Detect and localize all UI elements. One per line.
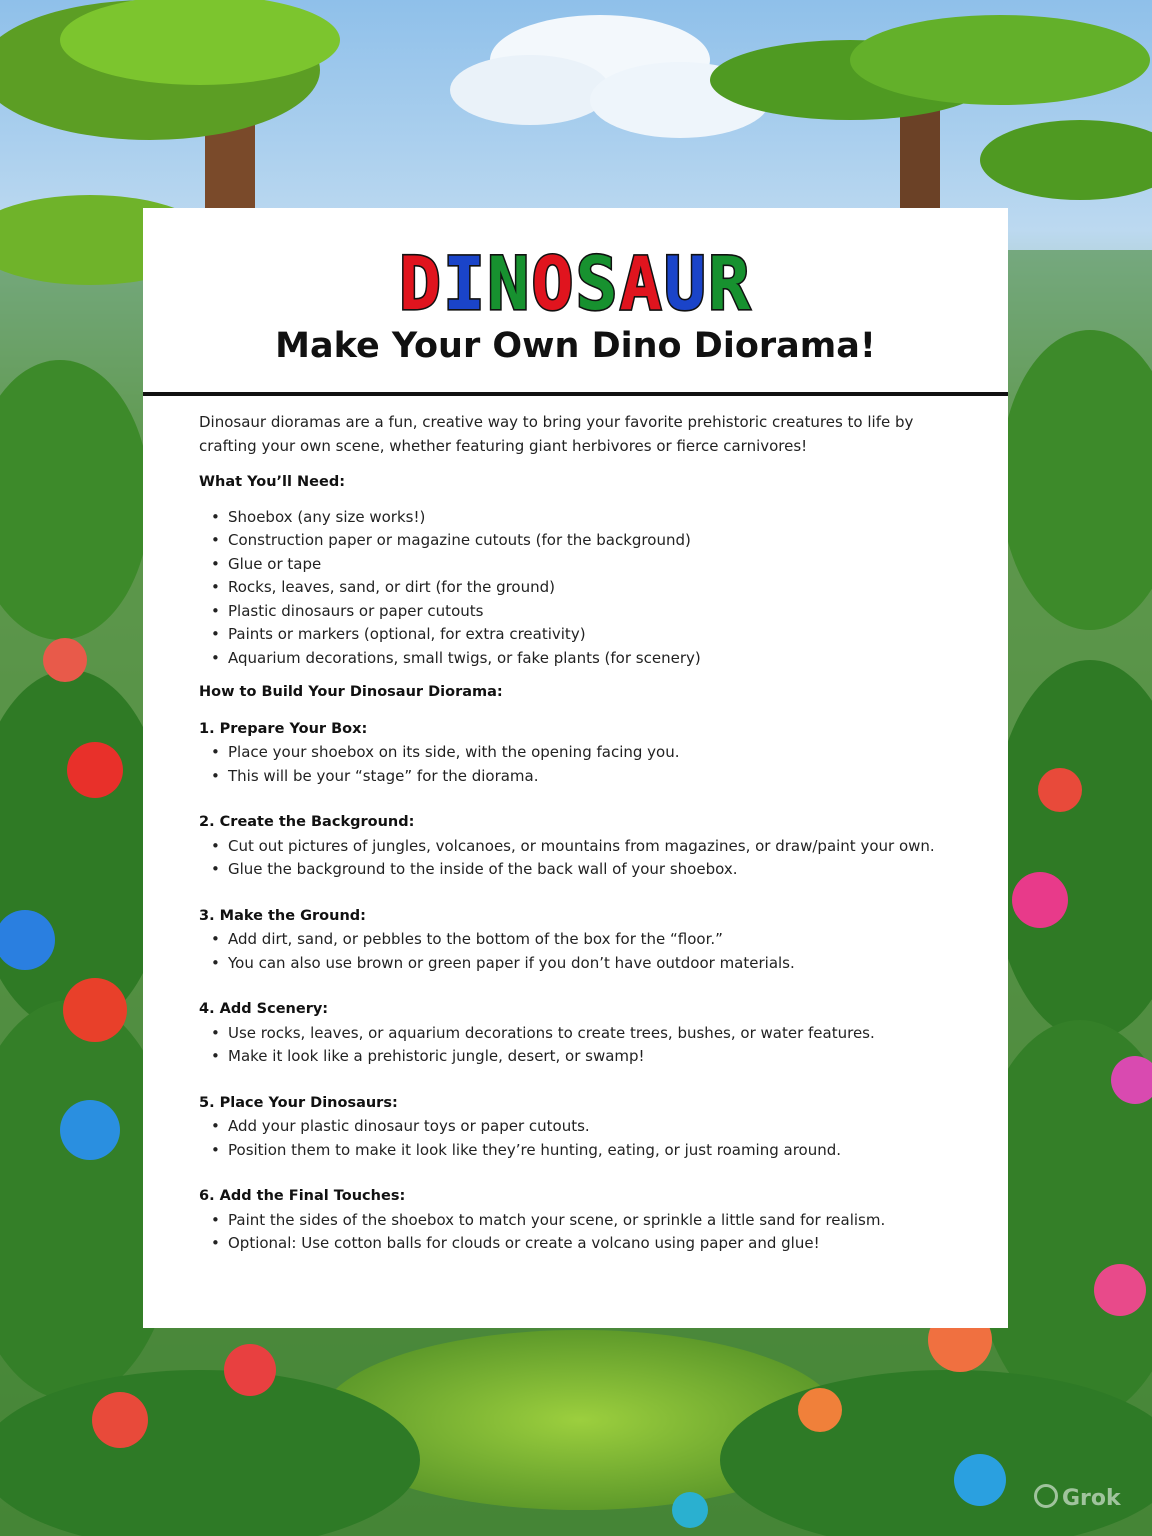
list-item: • Cut out pictures of jungles, volcanoes, or mountains from magazines, or draw/paint your own. — [228, 835, 959, 859]
step-title: 4. Add Scenery: — [199, 1001, 329, 1017]
logo-letter: A — [619, 240, 664, 328]
step-5 — [199, 1092, 959, 1163]
list-item: • Paint the sides of the shoebox to match your scene, or sprinkle a little sand for realism. — [228, 1209, 959, 1233]
list-item: • Position them to make it look like they’re hunting, eating, or just roaming around. — [228, 1139, 959, 1163]
logo-letter: R — [707, 240, 753, 328]
step-4 — [199, 998, 959, 1069]
list-item: • Add dirt, sand, or pebbles to the bottom of the box for the “floor.” — [228, 928, 959, 952]
list-item: • Place your shoebox on its side, with the opening facing you. — [228, 741, 959, 765]
step-3 — [199, 905, 959, 976]
header-divider — [143, 392, 1008, 396]
list-item: • Paints or markers (optional, for extra creativity) — [228, 623, 959, 647]
step-title: 1. Prepare Your Box: — [199, 720, 368, 737]
step-6 — [199, 1185, 959, 1256]
step-list — [199, 1115, 959, 1162]
step-list — [199, 1209, 959, 1256]
step-title: 5. Place Your Dinosaurs: — [199, 1094, 398, 1111]
page-title: Make Your Own Dino Diorama! — [275, 326, 876, 366]
step-title: 6. Add the Final Touches: — [199, 1188, 406, 1204]
logo-letter: N — [487, 240, 532, 328]
logo-letter: S — [575, 240, 620, 328]
step-1 — [199, 718, 959, 789]
grok-logo-icon — [1034, 1484, 1058, 1508]
list-item: • Use rocks, leaves, or aquarium decorations to create trees, bushes, or water features. — [228, 1022, 959, 1046]
step-2 — [199, 811, 959, 882]
step-list — [199, 928, 959, 975]
step-title: 3. Make the Ground: — [199, 907, 366, 924]
list-item: • Rocks, leaves, sand, or dirt (for the ground) — [228, 576, 959, 600]
step-list — [199, 835, 959, 882]
list-item: • You can also use brown or green paper if you don’t have outdoor materials. — [228, 952, 959, 976]
list-item: • Glue the background to the inside of the back wall of your shoebox. — [228, 858, 959, 882]
step-title: 2. Create the Background: — [199, 814, 415, 830]
content-body — [199, 411, 959, 1279]
step-list — [199, 741, 959, 788]
instruction-card — [143, 208, 1008, 1328]
step-list — [199, 1022, 959, 1069]
intro-paragraph: Dinosaur dioramas are a fun, creative way to bring your favorite prehistoric creatures to life by crafting your own scene, whether featuring giant herbivores or fierce carnivores! — [199, 413, 914, 455]
needs-heading: What You’ll Need: — [199, 474, 346, 490]
list-item: • Make it look like a prehistoric jungle, desert, or swamp! — [228, 1045, 959, 1069]
logo-letter: I — [443, 240, 488, 328]
logo-letter: U — [663, 240, 708, 328]
dinosaur-logo — [143, 240, 1008, 328]
list-item: • Add your plastic dinosaur toys or paper cutouts. — [228, 1115, 959, 1139]
list-item: • Aquarium decorations, small twigs, or fake plants (for scenery) — [228, 647, 959, 671]
list-item: • This will be your “stage” for the diorama. — [228, 765, 959, 789]
list-item: • Optional: Use cotton balls for clouds or create a volcano using paper and glue! — [228, 1232, 959, 1256]
list-item: • Construction paper or magazine cutouts (for the background) — [228, 529, 959, 553]
needs-list — [199, 506, 959, 671]
logo-letter: D — [398, 240, 444, 328]
watermark-text: Grok — [1062, 1486, 1121, 1511]
list-item: • Plastic dinosaurs or paper cutouts — [228, 600, 959, 624]
list-item: • Glue or tape — [228, 553, 959, 577]
list-item: • Shoebox (any size works!) — [228, 506, 959, 530]
build-heading: How to Build Your Dinosaur Diorama: — [199, 684, 503, 700]
logo-letter: O — [531, 240, 576, 328]
grok-watermark — [1034, 1484, 1121, 1511]
